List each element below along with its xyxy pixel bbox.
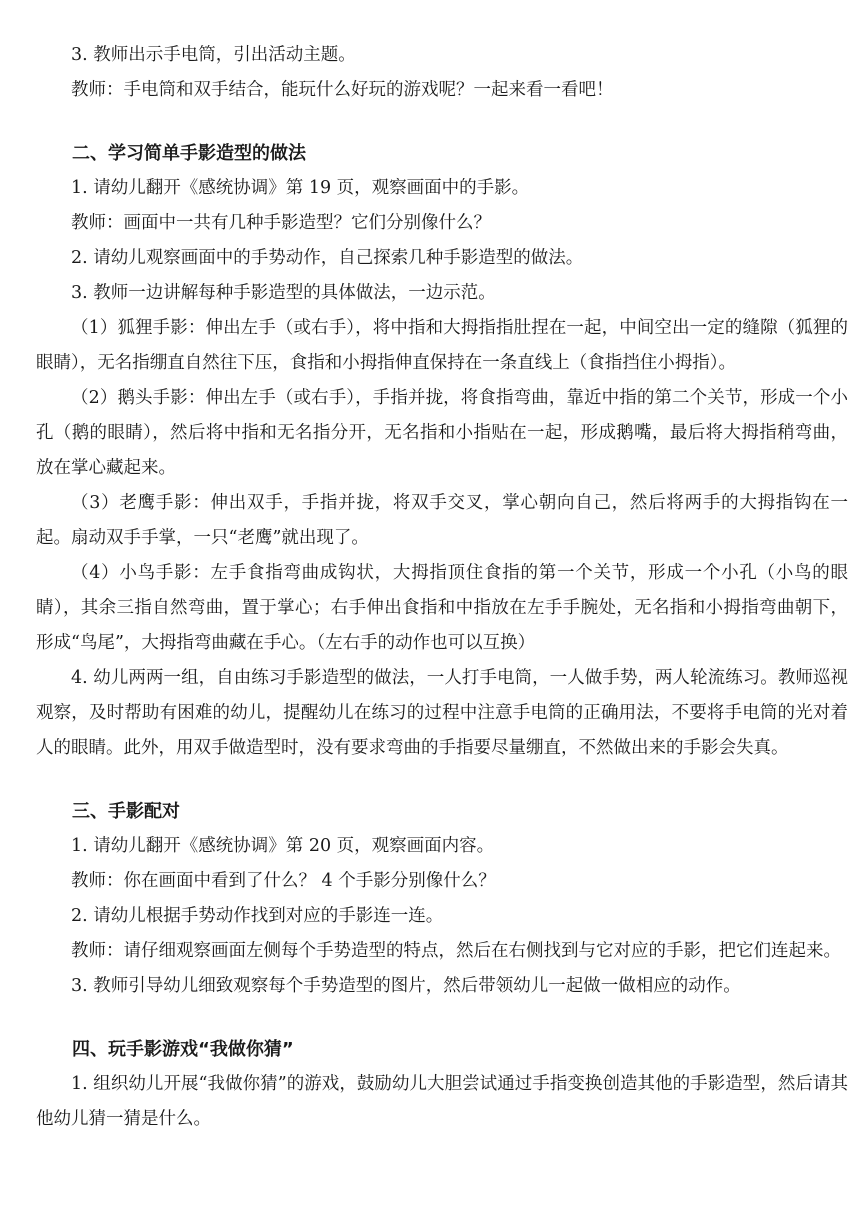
paragraph: （4）小鸟手影：左手食指弯曲成钩状，大拇指顶住食指的第一个关节，形成一个小孔（小鸟的眼睛），其余三指自然弯曲，置于掌心；右手伸出食指和中指放在左手手腕处，无名指和小拇指弯曲朝下，形成“鸟尾”，大拇指弯曲藏在手心。（左右手的动作也可以互换） (36, 563, 848, 653)
paragraph: 教师：请仔细观察画面左侧每个手势造型的特点，然后在右侧找到与它对应的手影，把它们连起来。 (71, 941, 841, 961)
section-heading: 四、玩手影游戏“我做你猜” (72, 1039, 294, 1060)
paragraph: 1. 请幼儿翻开《感统协调》第 19 页，观察画面中的手影。 (71, 178, 530, 198)
paragraph: （2）鹅头手影：伸出左手（或右手），手指并拢，将食指弯曲，靠近中指的第二个关节，形成一个小孔（鹅的眼睛），然后将中指和无名指分开，无名指和小指贴在一起，形成鹅嘴，最后将大拇指稍弯曲，放在掌心藏起来。 (36, 388, 848, 478)
paragraph: 2. 请幼儿根据手势动作找到对应的手影连一连。 (71, 906, 444, 926)
paragraph: （3）老鹰手影：伸出双手，手指并拢，将双手交叉，掌心朝向自己，然后将两手的大拇指钩在一起。扇动双手手掌，一只“老鹰”就出现了。 (36, 493, 848, 548)
section-heading: 二、学习简单手影造型的做法 (72, 143, 306, 164)
paragraph: 教师：画面中一共有几种手影造型？它们分别像什么？ (71, 213, 491, 233)
paragraph: 3. 教师引导幼儿细致观察每个手势造型的图片，然后带领幼儿一起做一做相应的动作。 (71, 976, 741, 996)
paragraph: 4. 幼儿两两一组，自由练习手影造型的做法，一人打手电筒，一人做手势，两人轮流练习。教师巡视观察，及时帮助有困难的幼儿，提醒幼儿在练习的过程中注意手电筒的正确用法，不要将手电筒的光对着人的眼睛。此外，用双手做造型时，没有要求弯曲的手指要尽量绷直，不然做出来的手影会失真。 (36, 668, 848, 758)
paragraph: 1. 组织幼儿开展“我做你猜”的游戏，鼓励幼儿大胆尝试通过手指变换创造其他的手影造型，然后请其他幼儿猜一猜是什么。 (36, 1074, 848, 1129)
paragraph: 教师：手电筒和双手结合，能玩什么好玩的游戏呢？一起来看一看吧！ (71, 80, 614, 100)
paragraph: 3. 教师一边讲解每种手影造型的具体做法，一边示范。 (71, 283, 496, 303)
paragraph: （1）狐狸手影：伸出左手（或右手），将中指和大拇指指肚捏在一起，中间空出一定的缝隙（狐狸的眼睛），无名指绷直自然往下压，食指和小拇指伸直保持在一条直线上（食指挡住小拇指）。 (36, 318, 848, 373)
paragraph: 2. 请幼儿观察画面中的手势动作，自己探索几种手影造型的做法。 (71, 248, 584, 268)
section-heading: 三、手影配对 (72, 801, 180, 822)
paragraph: 1. 请幼儿翻开《感统协调》第 20 页，观察画面内容。 (71, 836, 495, 856)
paragraph: 教师：你在画面中看到了什么？ 4 个手影分别像什么？ (71, 871, 496, 891)
paragraph: 3. 教师出示手电筒，引出活动主题。 (71, 45, 356, 65)
